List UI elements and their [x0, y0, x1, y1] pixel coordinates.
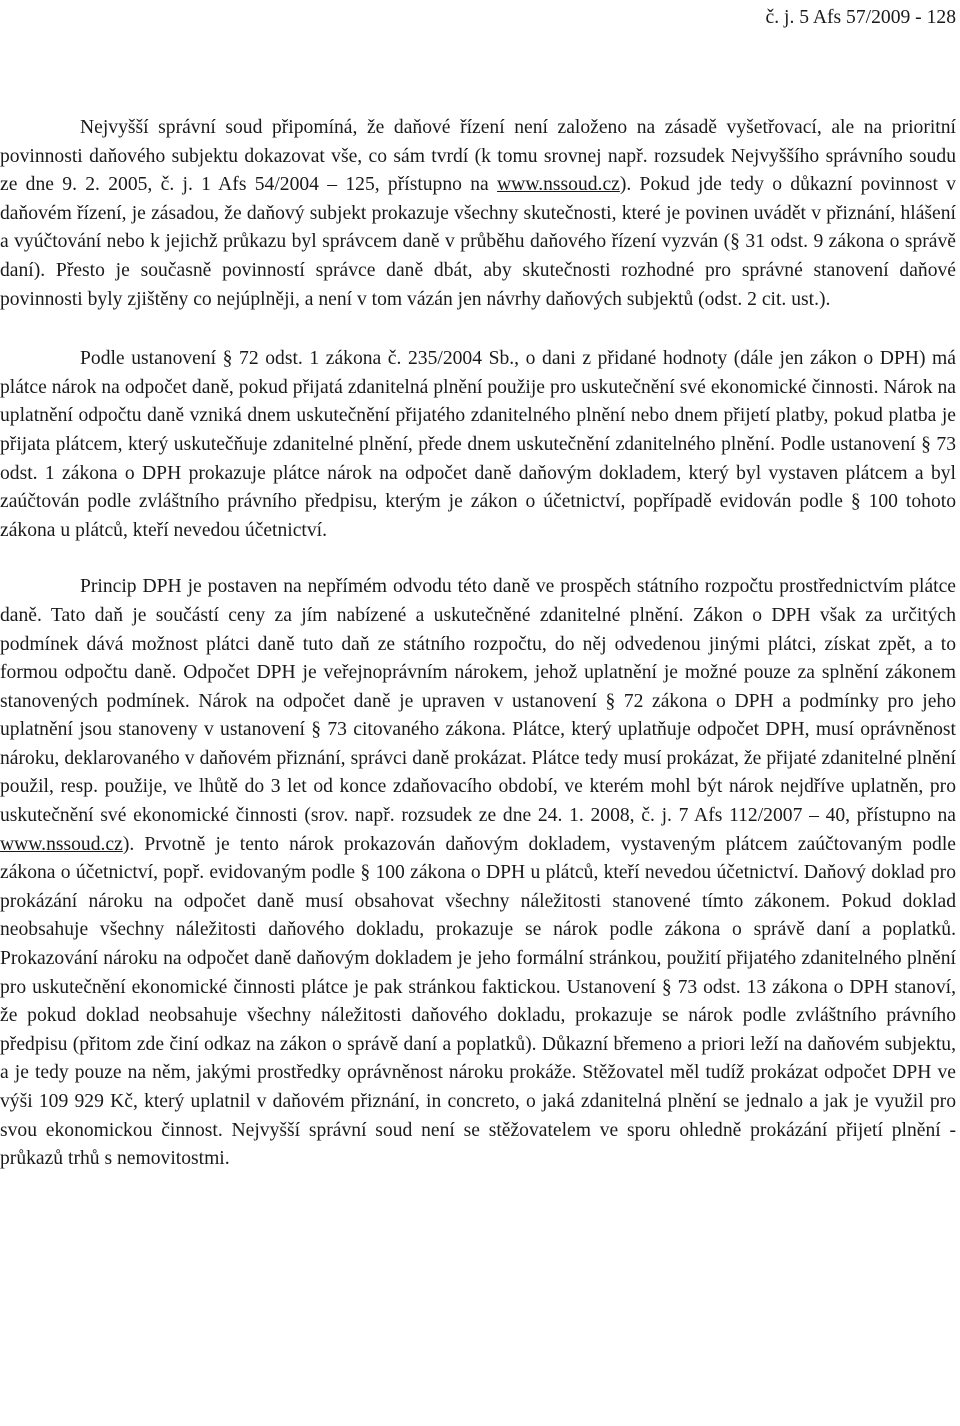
paragraph-vat-principle — [0, 573, 956, 1173]
paragraph-3-text-start: Princip DPH je postaven na nepřímém odvodu této daně ve prospěch státního rozpočtu prostřednictvím plátce daně. Tato daň je součástí ceny za jím nabízené a uskutečněné zdanitelné plnění. Zákon o DPH však za určitých podmínek dává možnost plátci daně tuto daň ze státního rozpočtu, do něj odvedenou jinými plátci, získat zpět, a to formou odpočtu daně. Odpočet DPH je veřejnoprávním nárokem, jehož uplatnění je možné pouze za splnění zákonem stanovených podmínek. Nárok na odpočet daně je upraven v ustanovení § 72 zákona o DPH a podmínky pro jeho uplatnění jsou stanoveny v ustanovení § 73 citovaného zákona. Plátce, který uplatňuje odpočet DPH, musí oprávněnost nároku, deklarovaného v daňovém přiznání, správci daně prokázat. Plátce tedy musí prokázat, že přijaté zdanitelné plnění použil, resp. použije, ve lhůtě do 3 let od konce zdaňovacího období, ve kterém mohl být nárok nejdříve uplatněn, pro uskutečnění své ekonomické činnosti (srov. např. rozsudek ze dne 24. 1. 2008, č. j. 7 Afs 112/2007 – 40, přístupno na — [0, 576, 956, 827]
nssoud-link[interactable]: www.nssoud.cz — [0, 833, 123, 855]
paragraph-vat-deduction-law: Podle ustanovení § 72 odst. 1 zákona č. 235/2004 Sb., o dani z přidané hodnoty (dále jen zákon o DPH) má plátce nárok na odpočet daně, pokud přijatá zdanitelná plnění použije pro uskutečnění své ekonomické činnosti. Nárok na uplatnění odpočtu daně vzniká dnem uskutečnění přijatého zdanitelného plnění nebo dnem přijetí platby, pokud platba je přijata plátcem, který uskutečňuje zdanitelné plnění, přede dnem uskutečnění zdanitelného plnění. Podle ustanovení § 73 odst. 1 zákona o DPH prokazuje plátce nárok na odpočet daně daňovým dokladem, který byl vystaven plátcem a byl zaúčtován podle zvláštního právního předpisu, kterým je zákon o účetnictví, popřípadě evidován podle § 100 tohoto zákona u plátců, kteří nevedou účetnictví. — [0, 348, 956, 541]
nssoud-link[interactable]: www.nssoud.cz — [497, 174, 620, 196]
case-number-header: č. j. 5 Afs 57/2009 - 128 — [765, 7, 956, 28]
paragraph-1-text-end: ). Pokud jde tedy o důkazní povinnost v daňovém řízení, je zásadou, že daňový subjekt prokazuje všechny skutečnosti, které je povinen uvádět v přiznání, hlášení a vyúčtování nebo k jejichž průkazu byl správcem daně v průběhu daňového řízení vyzván (§ 31 odst. 9 zákona o správě daní). Přesto je současně povinností správce daně dbát, aby skutečnosti rozhodné pro správné stanovení daňové povinnosti byly zjištěny co nejúplněji, a není v tom vázán jen návrhy daňových subjektů (odst. 2 cit. ust.). — [0, 174, 956, 310]
paragraph-3-text-end: ). Prvotně je tento nárok prokazován daňovým dokladem, vystaveným plátcem zaúčtovaným podle zákona o účetnictví, popř. evidovaným podle § 100 zákona o DPH u plátců, kteří nevedou účetnictví. Daňový doklad pro prokázání nároku na odpočet daně musí obsahovat všechny náležitosti stanovené tímto zákonem. Pokud doklad neobsahuje všechny náležitosti daňového dokladu, prokazuje se nárok podle zákona o správě daní a poplatků. Prokazování nároku na odpočet daně daňovým dokladem je jeho formální stránkou, použití přijatého zdanitelného plnění pro uskutečnění ekonomické činnosti plátce je pak stránkou faktickou. Ustanovení § 73 odst. 13 zákona o DPH stanoví, že pokud doklad neobsahuje všechny náležitosti daňového dokladu, prokazuje se nárok podle zvláštního právního předpisu (přitom zde činí odkaz na zákon o správě daní a poplatků). Důkazní břemeno a priori leží na daňovém subjektu, a je tedy pouze na něm, jakými prostředky oprávněnost nároku prokáže. Stěžovatel měl tudíž prokázat odpočet DPH ve výši 109 929 Kč, který uplatnil v daňovém přiznání, in concreto, o jaká zdanitelná plnění se jednalo a jak je využil pro svou ekonomickou činnost. Nejvyšší správní soud není se stěžovatelem ve sporu ohledně prokázání přijetí plnění - průkazů trhů s nemovitostmi. — [0, 833, 956, 1170]
paragraph-burden-of-proof — [0, 114, 956, 314]
paragraph-1-text-start: Nejvyšší správní soud připomíná, že daňové řízení není založeno na zásadě vyšetřovací, ale na prioritní povinnosti daňového subjektu dokazovat vše, co sám tvrdí (k tomu srovnej např. rozsudek Nejvyššího správního soudu ze dne 9. 2. 2005, č. j. 1 Afs 54/2004 – 125, přístupno na — [0, 117, 956, 196]
